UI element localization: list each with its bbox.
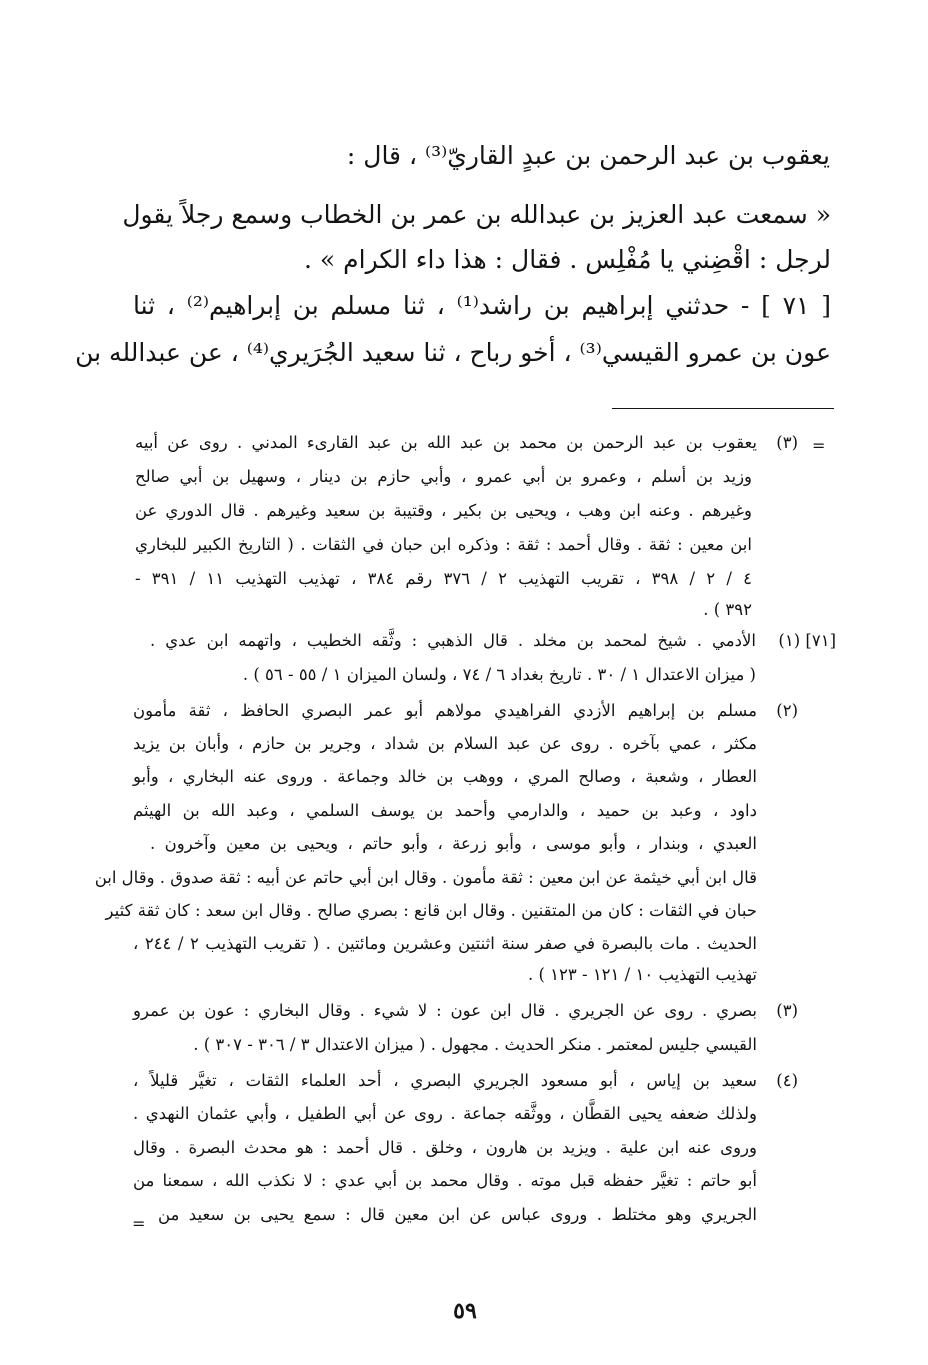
footnote-2-line: داود ، وعبد بن حميد ، والدارمي وأحمد بن يوسف السلمي ، وعبد الله بن الهيثم bbox=[133, 801, 757, 820]
footnote-label-3: (٣) bbox=[776, 433, 798, 452]
footnote-4-line: ولذلك ضعفه يحيى القطَّان ، ووثَّقه جماعة . روى عن أبي الطفيل ، وأبي عثمان النهدي . bbox=[133, 1104, 757, 1123]
footnote-3-line: ٣٩٢ ) . bbox=[703, 600, 752, 619]
footnote-4-line: أبو حاتم : تغيَّر حفظه قبل موته . وقال محمد بن أبي عدي : لا نكذب الله ، سمعنا من bbox=[133, 1171, 757, 1190]
footnote-2-line: مسلم بن إبراهيم الأزدي الفراهيدي مولاهم أبو عمر البصري الحافظ ، ثقة مأمون bbox=[133, 701, 757, 720]
footnote-3-line: ابن معين : ثقة . وقال أحمد : ثقة : وذكره ابن حبان في الثقات . ( التاريخ الكبير للبخاري bbox=[135, 535, 752, 554]
footnote-4-line: سعيد بن إياس ، أبو مسعود الجريري البصري ، أحد العلماء الثقات ، تغيَّر قليلاً ، bbox=[133, 1071, 757, 1090]
footnote-4-line: الجريري وهو مختلط . وروى عباس عن ابن معين قال : سمع يحيى بن سعيد من bbox=[158, 1205, 757, 1224]
footnote-separator bbox=[612, 408, 834, 409]
footnote-3-line: وغيرهم . وعنه ابن وهب ، ويحيى بن بكير ، وقتيبة بن سعيد وغيرهم . قال الدوري عن bbox=[135, 501, 752, 520]
footnote-2-line: الحديث . مات بالبصرة في صفر سنة اثنتين وعشرين ومائتين . ( تقريب التهذيب ٢ / ٢٤٤ ، bbox=[133, 934, 757, 953]
continuation-mark-end: = bbox=[132, 1214, 146, 1233]
continuation-mark: = bbox=[812, 436, 826, 455]
main-text-line-5: عون بن عمرو القيسي⁽³⁾ ، أخو رباح ، ثنا سعيد الجُرَيري⁽⁴⁾ ، عن عبدالله بن bbox=[75, 338, 831, 367]
footnote-3b-line: بصري . روى عن الجريري . قال ابن عون : لا شيء . وقال البخاري : عون بن عمرو bbox=[133, 1001, 757, 1020]
footnote-3-line: يعقوب بن عبد الرحمن بن محمد بن عبد الله بن عبد القارىء المدني . روى عن أبيه bbox=[135, 433, 757, 452]
main-text-line-1: يعقوب بن عبد الرحمن بن عبدٍ القاريّ⁽³⁾ ، قال : bbox=[346, 141, 830, 170]
footnote-2-line: تهذيب التهذيب ١٠ / ١٢١ - ١٢٣ ) . bbox=[527, 965, 757, 984]
footnote-label-3b: (٣) bbox=[776, 1001, 798, 1020]
footnote-2-line: العبدي ، وبندار ، وأبو موسى ، وأبو زرعة ، وأبو حاتم ، ويحيى بن معين وآخرون . bbox=[150, 834, 757, 853]
footnote-3b-line: القيسي جليس لمعتمر . منكر الحديث . مجهول . ( ميزان الاعتدال ٣ / ٣٠٦ - ٣٠٧ ) . bbox=[193, 1035, 757, 1054]
footnote-3-line: ٤ / ٢ / ٣٩٨ ، تقريب التهذيب ٢ / ٣٧٦ رقم ٣٨٤ ، تهذيب التهذيب ١١ / ٣٩١ - bbox=[135, 569, 752, 588]
footnote-label-4: (٤) bbox=[776, 1071, 798, 1090]
footnote-3-line: وزيد بن أسلم ، وعمرو بن أبي عمرو ، وأبي حازم بن دينار ، وسهيل بن أبي صالح bbox=[135, 467, 752, 486]
footnote-2-line: العطار ، وشعبة ، وصالح المري ، ووهب بن خالد وجماعة . وروى عنه البخاري ، وأبو bbox=[133, 767, 757, 786]
main-text-line-3: لرجل : اقْضِني يا مُفْلِس . فقال : هذا داء الكرام » . bbox=[304, 245, 831, 274]
footnote-71-1-line: ( ميزان الاعتدال ١ / ٣٠ . تاريخ بغداد ٦ / ٧٤ ، ولسان الميزان ١ / ٥٥ - ٥٦ ) . bbox=[242, 665, 756, 684]
footnote-label-71-1: [٧١] (١) bbox=[778, 631, 836, 650]
main-text-line-2: « سمعت عبد العزيز بن عبدالله بن عمر بن الخطاب وسمع رجلاً يقول bbox=[122, 200, 831, 229]
footnote-4-line: وروى عنه ابن علية . ويزيد بن هارون ، وخلق . قال أحمد : هو محدث البصرة . وقال bbox=[133, 1138, 757, 1157]
footnote-2-line: قال ابن أبي خيثمة عن ابن معين : ثقة مأمون . وقال ابن أبي حاتم عن أبيه : ثقة صدوق . وقال ابن bbox=[94, 868, 757, 887]
footnote-label-2: (٢) bbox=[776, 701, 798, 720]
footnote-2-line: حبان في الثقات : كان من المتقنين . وقال ابن قانع : بصري صالح . وقال ابن سعد : كان ثقة كثير bbox=[105, 901, 757, 920]
footnote-71-1-line: الأدمي . شيخ لمحمد بن مخلد . قال الذهبي : وثَّقه الخطيب ، واتهمه ابن عدي . bbox=[150, 631, 756, 650]
main-text-line-4: [ ٧١ ] - حدثني إبراهيم بن راشد⁽¹⁾ ، ثنا مسلم بن إبراهيم⁽²⁾ ، ثنا bbox=[133, 291, 831, 320]
footnote-2-line: مكثر ، عمي بآخره . روى عن عبد السلام بن شداد ، وجرير بن حازم ، وأبان بن يزيد bbox=[133, 734, 757, 753]
page-number: ٥٩ bbox=[453, 1298, 477, 1324]
